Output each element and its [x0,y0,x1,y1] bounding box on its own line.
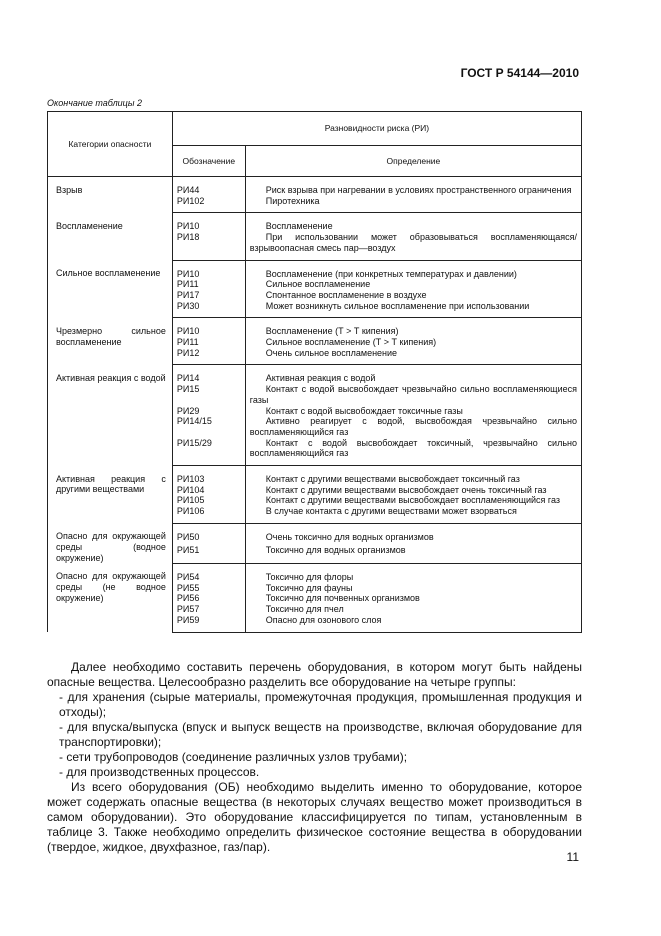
code-cell: РИ50 [172,523,245,545]
list-item: - для производственных процессов. [59,765,260,779]
category-cell: Активная реакция с водой [48,365,173,466]
code-cell: РИ18 [172,232,245,253]
table-row [48,177,582,196]
definition-text: Контакт с водой высвобождает чрезвычайно сильно воспламеняющиеся газы [249,384,577,405]
definition-text: Контакт с другими веществами высвобождает токсичный газ [265,474,520,485]
definition-text: Токсично для водных организмов [265,544,406,555]
definition-cell [245,593,581,604]
table-caption: Окончание таблицы 2 [47,98,142,108]
col-header-definition: Определение [245,146,581,177]
definition-cell [245,615,581,626]
code-cell: РИ12 [172,348,245,359]
definition-cell [245,337,581,348]
risk-table-body [48,177,582,633]
definition-text: Токсично для почвенных организмов [265,593,420,604]
col-header-code: Обозначение [172,146,245,177]
code-cell: РИ57 [172,604,245,615]
definition-text: Риск взрыва при нагревании в условиях пространственного ограничения [265,185,572,195]
definition-text: Контакт с другими веществами высвобождает очень токсичный газ [265,484,547,495]
definition-cell [245,213,581,232]
code-cell: РИ15 [172,384,245,405]
definition-cell [245,495,581,506]
table-row [48,563,582,582]
paragraph: Далее необходимо составить перечень оборудования, в котором могут быть найдены опасные вещества. Целесообразно разделить все оборудование на четыре группы: [47,660,582,689]
definition-cell [245,583,581,594]
definition-text: Контакт с водой высвобождает токсичный, чрезвычайно сильно воспламеняющийся газ [249,437,577,459]
code-cell: РИ14/15 [172,416,245,437]
code-cell: РИ102 [172,196,245,207]
code-cell: РИ106 [172,506,245,517]
definition-cell [245,506,581,517]
definition-cell [245,232,581,253]
definition-text: Спонтанное воспламенение в воздухе [265,289,427,300]
paragraph: Из всего оборудования (ОБ) необходимо выделить именно то оборудование, которое может содержать опасные вещества (в некоторых случаях вещество может производиться в самом оборудовании). Это оборудование классифицируется по типам, установленным в таблице 3. Также необходимо определить физическое состояние вещества в оборудовании (твердое, жидкое, двухфазное, газ/пар). [47,780,582,854]
definition-cell [245,416,581,437]
definition-text: Контакт с другими веществами высвобождает воспламеняющийся газ [265,495,561,506]
definition-cell [245,365,581,384]
definition-text: Пиротехника [265,195,320,206]
definition-text: Воспламенение (при конкретных температурах и давлении) [265,268,517,279]
definition-text: Токсично для фауны [265,582,353,593]
table-row [48,213,582,232]
code-cell: РИ15/29 [172,438,245,459]
definition-text: Контакт с водой высвобождает токсичные газы [265,405,463,416]
code-cell: РИ51 [172,545,245,557]
category-cell: Сильное воспламенение [48,260,173,318]
definition-cell [245,318,581,337]
definition-text: Может возникнуть сильное воспламенение при использовании [265,300,530,311]
definition-cell [245,301,581,312]
definition-text: При использовании может образовываться воспламеняющаяся/взрывоопасная смесь пар—воздух [249,232,577,253]
risk-table [47,111,582,633]
table-row [48,318,582,337]
definition-text: Активно реагирует с водой, высвобождая чрезвычайно сильно воспламеняющийся газ [249,416,577,437]
list-item: - сети трубопроводов (соединение различных узлов трубами); [59,750,408,764]
code-cell: РИ103 [172,466,245,485]
code-cell: РИ10 [172,318,245,337]
code-cell: РИ56 [172,593,245,604]
code-cell: РИ44 [172,177,245,196]
definition-text: Воспламенение [265,221,333,232]
category-cell: Взрыв [48,177,173,213]
definition-text: Сильное воспламенение [265,279,371,290]
definition-cell [245,545,581,557]
definition-cell [245,438,581,459]
category-cell: Чрезмерно сильное воспламенение [48,318,173,365]
definition-cell [245,177,581,196]
code-cell: РИ10 [172,260,245,279]
code-cell: РИ104 [172,485,245,496]
definition-cell [245,466,581,485]
col-header-risk-group: Разновидности риска (РИ) [172,112,581,146]
definition-text: Токсично для пчел [265,604,344,615]
body-text [47,660,582,855]
definition-cell [245,196,581,207]
definition-cell [245,279,581,290]
category-cell: Воспламенение [48,213,173,260]
code-cell: РИ10 [172,213,245,232]
code-cell: РИ59 [172,615,245,626]
table-row [48,365,582,384]
page-number: 11 [566,850,579,864]
definition-cell [245,604,581,615]
definition-text: Токсично для флоры [265,571,354,582]
definition-cell [245,290,581,301]
definition-text: Активная реакция с водой [265,373,376,384]
code-cell: РИ14 [172,365,245,384]
definition-text: Опасно для озонового слоя [265,614,382,625]
definition-text: Воспламенение (Т > Т кипения) [265,326,399,337]
category-cell: Опасно для окружающей среды (не водное окружение) [48,563,173,632]
definition-text: Сильное воспламенение (Т > Т кипения) [265,337,437,348]
definition-cell [245,563,581,582]
col-header-category: Категории опасности [48,112,173,177]
definition-text: В случае контакта с другими веществами может взорваться [265,506,517,517]
code-cell: РИ30 [172,301,245,312]
definition-cell [245,406,581,417]
code-cell: РИ54 [172,563,245,582]
code-cell: РИ17 [172,290,245,301]
table-row [48,523,582,545]
code-cell: РИ11 [172,279,245,290]
list-item: - для впуска/выпуска (впуск и выпуск веществ на производстве, включая оборудование для транспортировки); [59,720,582,749]
definition-text: Очень токсично для водных организмов [265,531,434,542]
category-cell: Активная реакция с другими веществами [48,466,173,524]
definition-cell [245,260,581,279]
definition-cell [245,384,581,405]
definition-cell [245,348,581,359]
code-cell: РИ105 [172,495,245,506]
code-cell: РИ11 [172,337,245,348]
definition-text: Очень сильное воспламенение [265,347,398,358]
table-row [48,466,582,485]
definition-cell [245,523,581,545]
list-item: - для хранения (сырые материалы, промежуточная продукция, промышленная продукция и отходы); [59,690,582,719]
code-cell: РИ55 [172,583,245,594]
code-cell: РИ29 [172,406,245,417]
standard-number: ГОСТ Р 54144—2010 [460,66,579,80]
definition-cell [245,485,581,496]
category-cell: Опасно для окружающей среды (водное окружение) [48,523,173,563]
table-row [48,260,582,279]
